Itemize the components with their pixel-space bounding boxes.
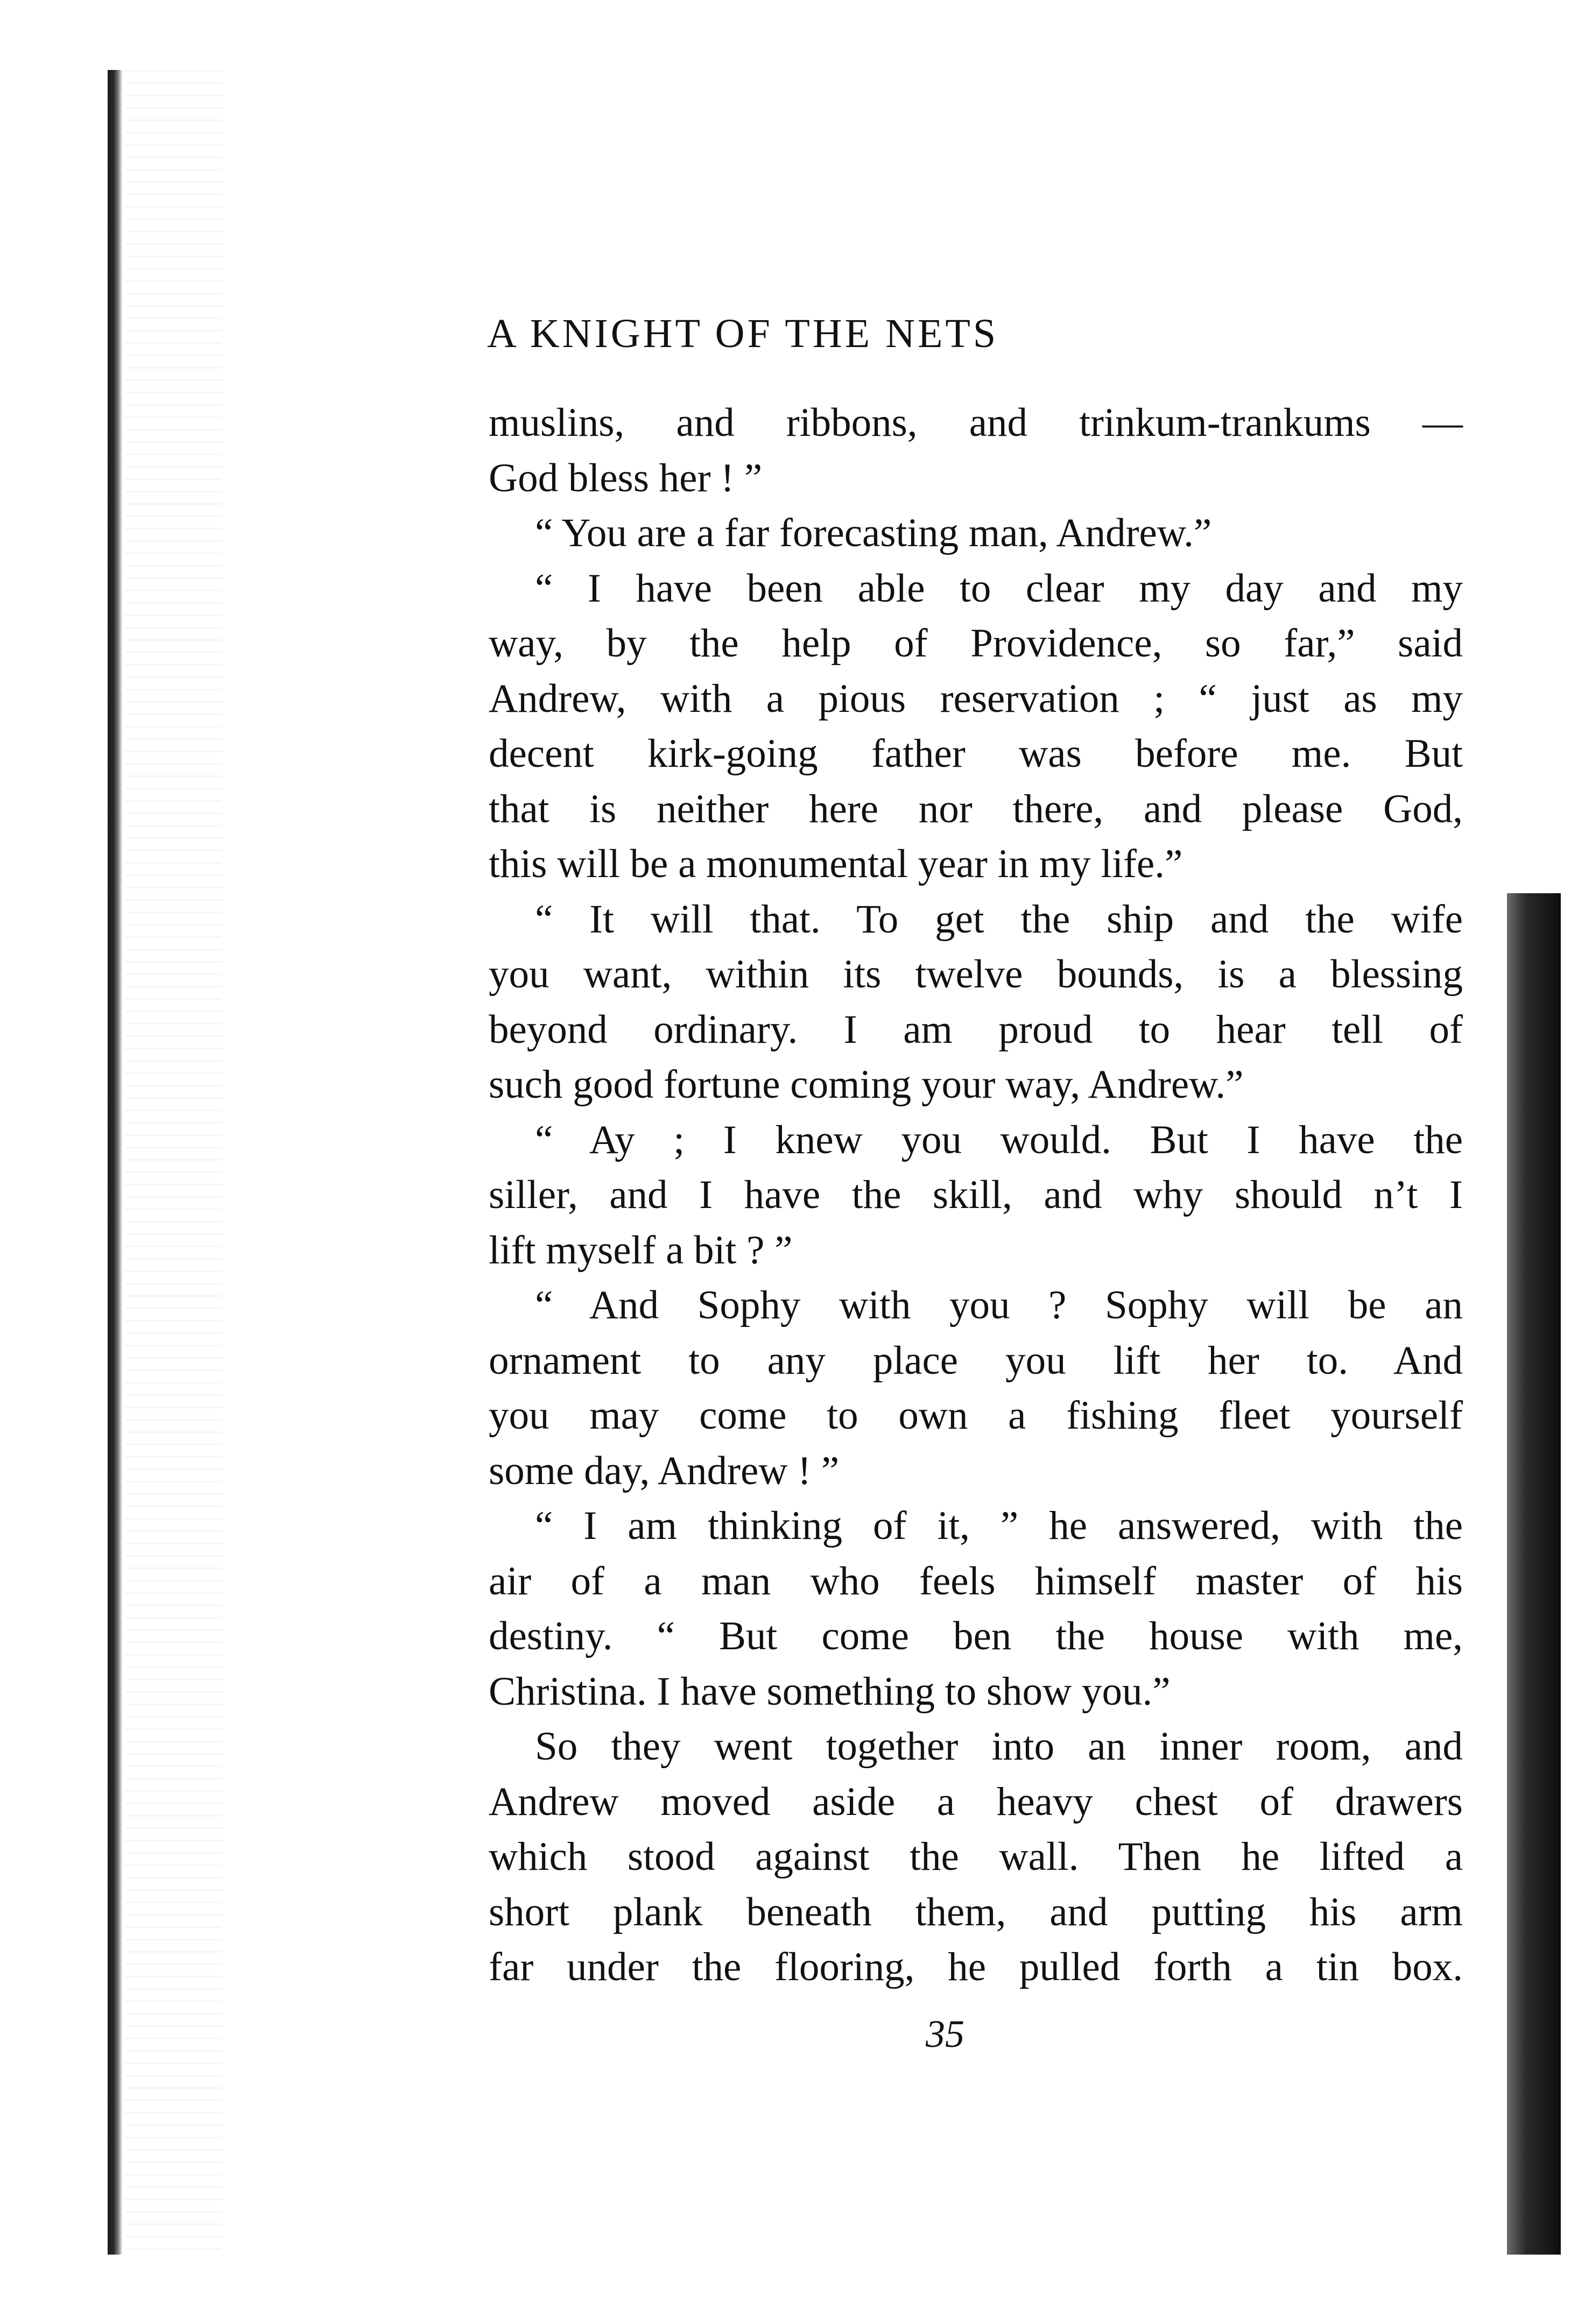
- text-line: Andrew moved aside a heavy chest of drawers: [489, 1779, 1463, 1824]
- text-line: air of a man who feels himself master of his: [489, 1558, 1463, 1604]
- text-line: “ It will that. To get the ship and the wife: [535, 896, 1463, 942]
- text-line: lift myself a bit ? ”: [489, 1227, 793, 1273]
- text-line: beyond ordinary. I am proud to hear tell of: [489, 1007, 1463, 1052]
- text-line: destiny. “ But come ben the house with me,: [489, 1614, 1463, 1658]
- text-line: you may come to own a fishing fleet yourself: [489, 1393, 1463, 1438]
- text-line: way, by the help of Providence, so far,” said: [489, 621, 1463, 666]
- text-line: “ I am thinking of it, ” he answered, with the: [535, 1503, 1463, 1548]
- text-line: God bless her ! ”: [489, 455, 763, 500]
- page-number: 35: [926, 2012, 964, 2055]
- text-line: that is neither here nor there, and please God,: [489, 786, 1463, 831]
- left-binding-edge: [108, 70, 123, 2255]
- text-line: short plank beneath them, and putting his arm: [489, 1889, 1463, 1934]
- text-line: “ And Sophy with you ? Sophy will be an: [535, 1283, 1463, 1327]
- text-line: which stood against the wall. Then he lifted a: [489, 1834, 1463, 1879]
- text-line: Andrew, with a pious reservation ; “ just as my: [489, 676, 1463, 721]
- right-scan-edge: [1507, 893, 1561, 2255]
- text-line: Christina. I have something to show you.”: [489, 1669, 1171, 1714]
- text-line: “ You are a far forecasting man, Andrew.”: [535, 511, 1212, 555]
- text-line: So they went together into an inner room, and: [535, 1724, 1463, 1769]
- text-line: siller, and I have the skill, and why should n’t I: [489, 1172, 1463, 1217]
- text-line: ornament to any place you lift her to. And: [489, 1338, 1463, 1383]
- running-head: A KNIGHT OF THE NETS: [487, 311, 999, 356]
- text-line: some day, Andrew ! ”: [489, 1448, 840, 1493]
- left-scan-artifacts: [125, 70, 222, 2255]
- text-line: this will be a monumental year in my life.”: [489, 842, 1183, 886]
- text-line: “ Ay ; I knew you would. But I have the: [535, 1117, 1463, 1162]
- text-line: far under the flooring, he pulled forth a tin box.: [489, 1945, 1463, 1989]
- text-line: muslins, and ribbons, and trinkum-trankums —: [489, 400, 1463, 445]
- text-line: decent kirk-going father was before me. But: [489, 731, 1463, 776]
- body-text: [489, 395, 1463, 1995]
- text-line: such good fortune coming your way, Andrew.”: [489, 1062, 1244, 1107]
- text-line: “ I have been able to clear my day and my: [535, 566, 1463, 611]
- text-line: you want, within its twelve bounds, is a blessing: [489, 952, 1463, 997]
